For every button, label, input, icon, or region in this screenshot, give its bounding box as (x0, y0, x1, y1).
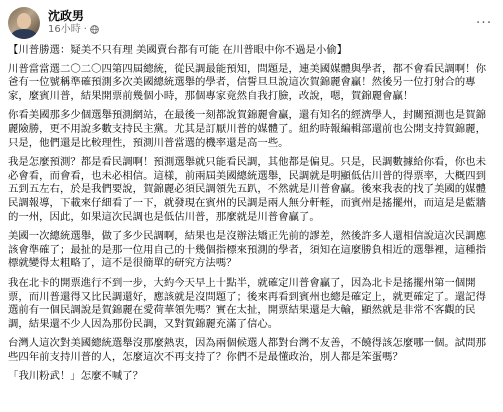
post-header (8, 6, 495, 40)
post-paragraph: 【川普勝選：疑美不只有理 美國賣台都有可能 在川普眼中你不過是小偷】 (8, 44, 348, 56)
post-time[interactable]: 16小時 (48, 24, 81, 36)
post-subline (48, 24, 99, 36)
post-paragraph: 台灣人這次對美國總統選舉沒那麼熱衷，因為兩個候選人都對台灣不友善，不饒得該怎麼哪一個。試問那些四年前支持川普的人，怎麼這次不再支持了？你們不是最懂政治，別人都是笨蛋嗎？ (8, 337, 486, 363)
globe-icon (90, 25, 99, 34)
avatar[interactable] (8, 7, 40, 39)
post-paragraph: 美國一次總統選舉，做了多少民調啊，結果也是沒辦法矯正先前的謬差，然後許多人還相信說這次民調應該會準確了；最扯的是那一位用自己的十幾個指標來預測的學者，須知在這麼勝負相近的選舉裡，這種指標就變得太粗略了，這不是很簡單的研究方法嗎？ (8, 230, 486, 270)
post-body (8, 44, 495, 384)
post-paragraph: 我是怎麼預測？都是看民調啊！預測選舉就只能看民調，其他都是偏見。只是，民調數據給你看，你也未必會看，而會看，也未必相信。這樣，前兩屆美國總統選舉，民調就是明顯低估川普的得票率，大概四到五到五左右，於是我們要說，賀錦麗必須民調領先五趴，不然就是川普會贏。後來我表的找了美國的媒體民調報導，下載來仔細看了一下，就發現在賓州的民調是兩人無分軒輊，而賓州是搖擺州，而這是是藍牆的一州，因此，如果這次民調也是低估川普，那麼就是川普會贏了。 (8, 156, 486, 223)
avatar-shoulders (11, 29, 37, 39)
avatar-face (17, 13, 31, 29)
post-meta (48, 10, 99, 35)
post-paragraph: 「我川粉武！」怎麼不喊了？ (8, 370, 144, 383)
author-name[interactable]: 沈政男 (48, 9, 85, 24)
post-paragraph: 你看美國那多少個選舉預測網站，在最後一刻都說賀錦麗會贏，還有知名的經濟學人，封關預測也是賀錦麗險勝，更不用說多數支持民主黨。尤其是訂厭川普的媒體了。紐約時報編輯部還前也公開支持賀錦麗，只是，他們還是比較理性，預測川普當選的機率還是高一些。 (8, 109, 486, 149)
more-options-button[interactable] (473, 12, 495, 34)
post-paragraph: 我在北卡的開票進行不到一步，大約今天早上十點半，就確定川普會贏了，因為北卡是搖擺州第一個開票，而川普還得又比民調還好，應該就是沒問題了；後來再看到賓州也總是確定上，就更確定了。還記得選前有一個民調說是賀錦麗在愛荷華領先嗎？實在太扯，開票結果還是大輸，顯然就是非常不客觀的民調，結果還不少人因為那份民調，又對賀錦麗充滿了信心。 (8, 276, 486, 330)
post-paragraph: 川普當當選二〇二〇四第四屆總統，從民調最能預知，問題是，連美國媒體與學者，都不會看民調啊！你爸有一位號稱準確預測多次美國總統選舉的學者，信誓旦旦說這次賀錦麗會贏！然後另一位打射合的專家，麼賓川普，結果開票前幾個小時，那個專家竟然自我打臉，改說，嗯，賀錦麗會贏！ (8, 62, 486, 102)
separator-dot: · (83, 24, 87, 36)
ellipsis-icon: ··· (475, 15, 493, 31)
